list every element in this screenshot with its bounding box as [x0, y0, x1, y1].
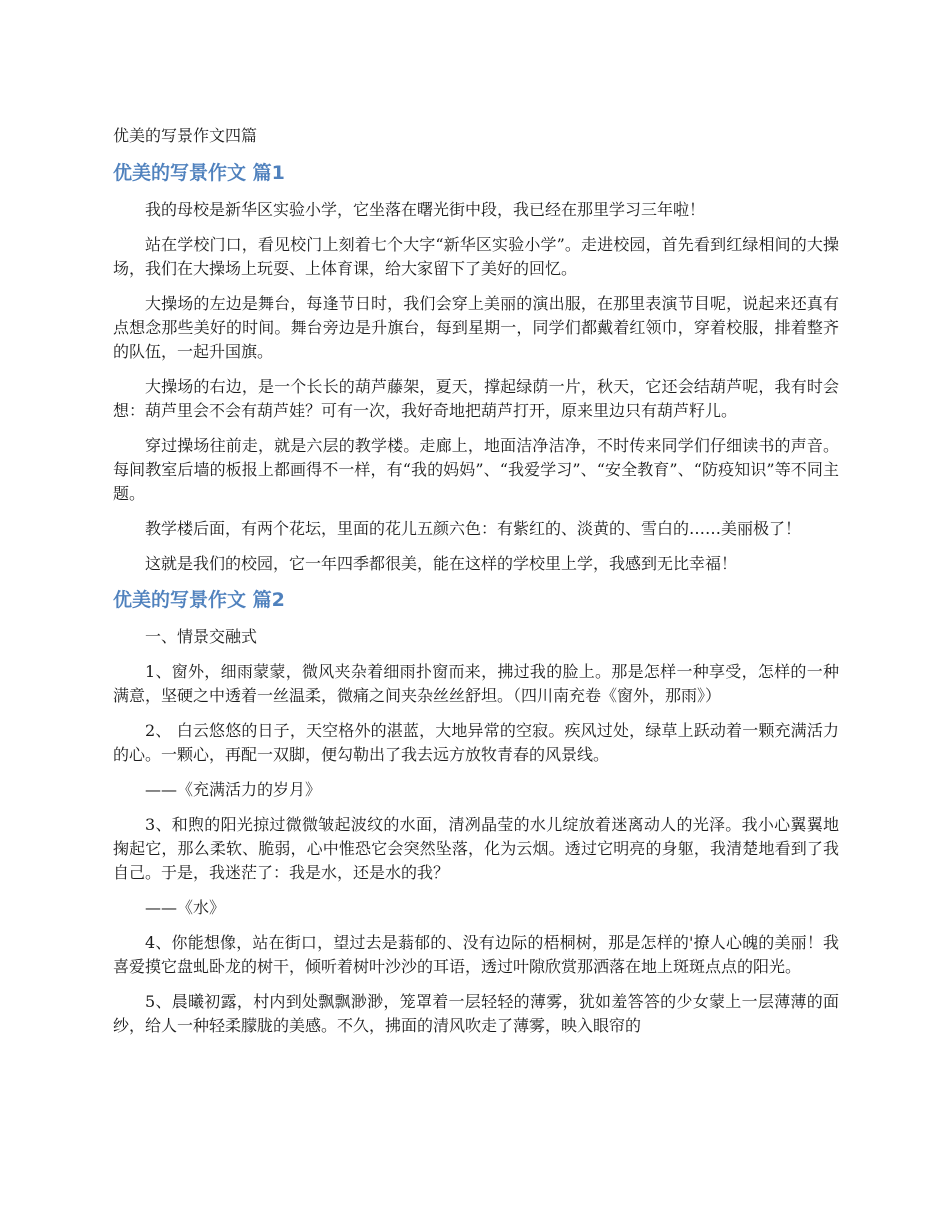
paragraph: 大操场的右边，是一个长长的葫芦藤架，夏天，撑起绿荫一片，秋天，它还会结葫芦呢，我有时会想：葫芦里会不会有葫芦娃？可有一次，我好奇地把葫芦打开，原来里边只有葫芦籽儿。: [113, 377, 839, 420]
paragraph: 教学楼后面，有两个花坛，里面的花儿五颜六色：有紫红的、淡黄的、雪白的……美丽极了！: [145, 519, 802, 538]
paragraph: 一、情景交融式: [145, 627, 258, 646]
section-1: [113, 160, 839, 576]
paragraph: ——《充满活力的岁月》: [145, 780, 322, 799]
paragraph: 5、晨曦初露，村内到处飘飘渺渺，笼罩着一层轻轻的薄雾，犹如羞答答的少女蒙上一层薄薄的面纱，给人一种轻柔朦胧的美感。不久，拂面的清风吹走了薄雾，映入眼帘的: [113, 992, 839, 1035]
paragraph: 站在学校门口，看见校门上刻着七个大字“新华区实验小学”。走进校园，首先看到红绿相间的大操场，我们在大操场上玩耍、上体育课，给大家留下了美好的回忆。: [113, 235, 839, 278]
section-2: [113, 587, 839, 1038]
document-title: 优美的写景作文四篇: [113, 126, 258, 145]
paragraph: 大操场的左边是舞台，每逢节日时，我们会穿上美丽的演出服，在那里表演节目呢，说起来还真有点想念那些美好的时间。舞台旁边是升旗台，每到星期一，同学们都戴着红领巾，穿着校服，排着整齐的队伍，一起升国旗。: [113, 294, 839, 361]
paragraph: 这就是我们的校园，它一年四季都很美，能在这样的学校里上学，我感到无比幸福！: [145, 554, 738, 573]
paragraph: ——《水》: [145, 898, 226, 917]
paragraph: 穿过操场往前走，就是六层的教学楼。走廊上，地面洁净洁净，不时传来同学们仔细读书的声音。每间教室后墙的板报上都画得不一样，有“我的妈妈”、“我爱学习”、“安全教育”、“防疫知识”等不同主题。: [113, 436, 839, 503]
paragraph: 我的母校是新华区实验小学，它坐落在曙光街中段，我已经在那里学习三年啦！: [145, 200, 706, 219]
paragraph: 2、 白云悠悠的日子，天空格外的湛蓝，大地异常的空寂。疾风过处，绿草上跃动着一颗充满活力的心。一颗心，再配一双脚，便勾勒出了我去远方放牧青春的风景线。: [113, 721, 839, 764]
paragraph: 4、你能想像，站在街口，望过去是蓊郁的、没有边际的梧桐树，那是怎样的'撩人心魄的美丽！我喜爱摸它盘虬卧龙的树干，倾听着树叶沙沙的耳语，透过叶隙欣赏那洒落在地上斑斑点点的阳光。: [113, 933, 839, 976]
paragraph: 1、窗外，细雨蒙蒙，微风夹杂着细雨扑窗而来，拂过我的脸上。那是怎样一种享受，怎样的一种满意，坚硬之中透着一丝温柔，微痛之间夹杂丝丝舒坦。（四川南充卷《窗外，那雨》）: [113, 662, 839, 705]
paragraph: 3、和煦的阳光掠过微微皱起波纹的水面，清冽晶莹的水儿绽放着迷离动人的光泽。我小心翼翼地掬起它，那么柔软、脆弱，心中惟恐它会突然坠落，化为云烟。透过它明亮的身躯，我清楚地看到了我自己。于是，我迷茫了：我是水，还是水的我？: [113, 815, 839, 882]
document-page: [113, 124, 839, 1049]
section-heading: 优美的写景作文 篇2: [113, 589, 285, 611]
section-heading: 优美的写景作文 篇1: [113, 162, 285, 184]
